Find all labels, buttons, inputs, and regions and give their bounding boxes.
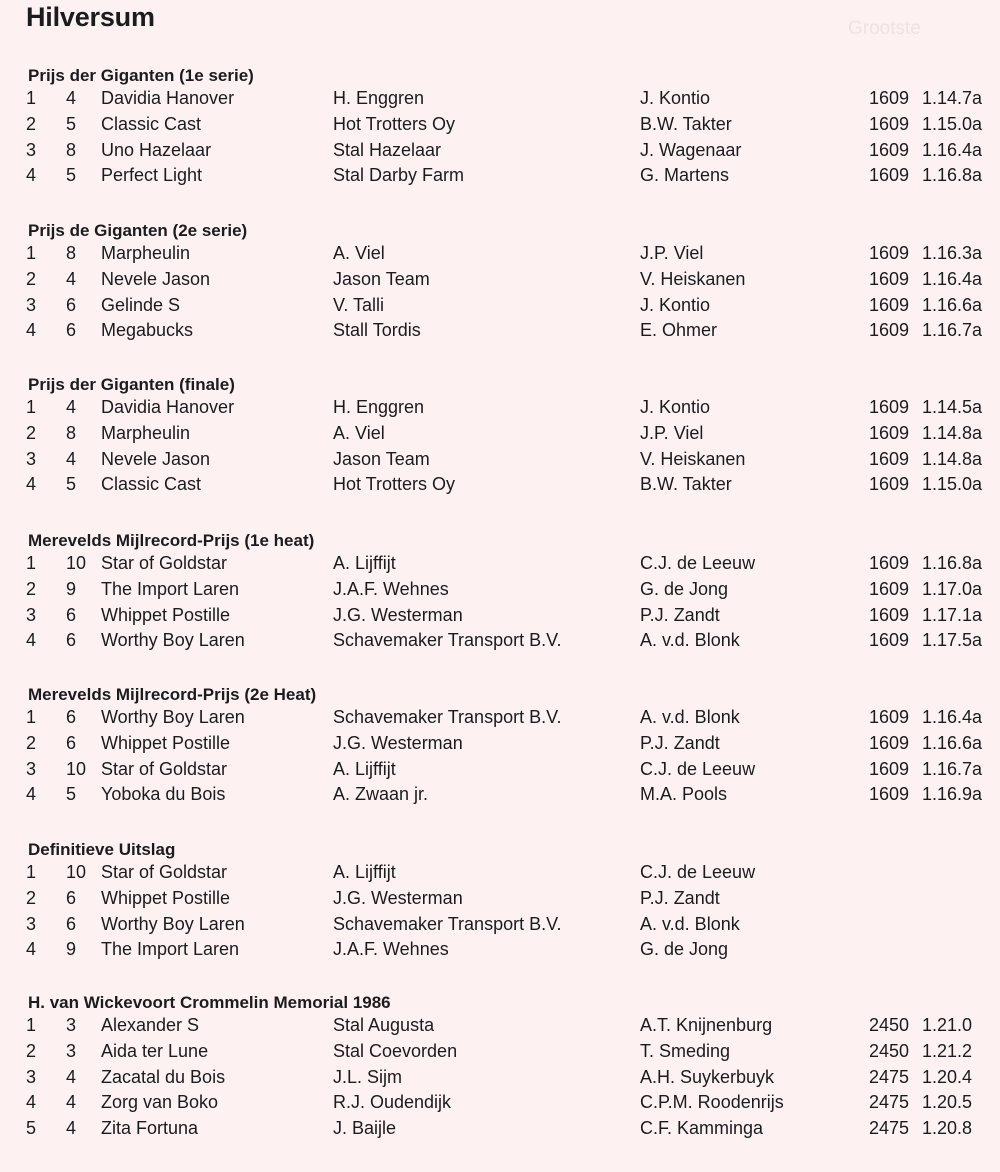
race-heading: H. van Wickevoort Crommelin Memorial 1986 [28, 993, 391, 1012]
owner-cell: Schavemaker Transport B.V. [333, 630, 562, 651]
owner-cell: A. Viel [333, 243, 385, 263]
owner-cell: A. Viel [333, 422, 385, 443]
owner-cell: J.G. Westerman [333, 732, 463, 753]
number-cell: 6 [66, 320, 77, 341]
position-cell: 2 [26, 268, 37, 289]
result-row [0, 630, 1000, 656]
distance-cell: 2475 [869, 1092, 910, 1113]
horse-name-cell: Whippet Postille [101, 604, 231, 625]
number-cell: 10 [66, 758, 87, 779]
owner-cell: Stall Tordis [333, 320, 421, 341]
results-table [0, 553, 1000, 656]
position-cell: 4 [26, 320, 37, 341]
distance-cell: 1609 [869, 165, 910, 186]
result-row [0, 423, 1000, 449]
time-cell: 1.14.7a [922, 88, 983, 108]
distance-cell: 1609 [869, 732, 910, 753]
number-cell: 9 [66, 939, 77, 960]
position-cell: 4 [26, 939, 37, 960]
number-cell: 4 [66, 397, 77, 417]
position-cell: 3 [26, 913, 37, 934]
time-cell: 1.16.6a [922, 732, 983, 753]
horse-name-cell: The Import Laren [101, 939, 240, 960]
owner-cell: Schavemaker Transport B.V. [333, 707, 562, 727]
time-cell: 1.17.0a [922, 578, 983, 599]
result-row [0, 784, 1000, 810]
horse-name-cell: Marpheulin [101, 422, 191, 443]
time-cell: 1.16.7a [922, 758, 983, 779]
owner-cell: Schavemaker Transport B.V. [333, 913, 562, 934]
distance-cell: 1609 [869, 474, 910, 495]
owner-cell: A. Zwaan jr. [333, 784, 429, 805]
results-table [0, 88, 1000, 191]
distance-cell: 1609 [869, 268, 910, 289]
driver-cell: V. Heiskanen [640, 268, 746, 289]
time-cell: 1.17.1a [922, 604, 983, 625]
result-row [0, 1041, 1000, 1067]
result-row [0, 1092, 1000, 1118]
number-cell: 5 [66, 113, 77, 134]
owner-cell: H. Enggren [333, 397, 425, 417]
result-row [0, 1067, 1000, 1093]
number-cell: 5 [66, 474, 77, 495]
result-row [0, 1015, 1000, 1041]
position-cell: 4 [26, 1092, 37, 1113]
time-cell: 1.14.8a [922, 448, 983, 469]
time-cell: 1.16.8a [922, 553, 983, 573]
result-row [0, 553, 1000, 579]
number-cell: 4 [66, 448, 77, 469]
driver-cell: V. Heiskanen [640, 448, 746, 469]
driver-cell: A. v.d. Blonk [640, 630, 740, 651]
number-cell: 6 [66, 604, 77, 625]
time-cell: 1.20.8 [922, 1118, 973, 1139]
driver-cell: C.J. de Leeuw [640, 758, 756, 779]
distance-cell: 1609 [869, 604, 910, 625]
distance-cell: 1609 [869, 758, 910, 779]
driver-cell: J. Wagenaar [640, 139, 742, 160]
owner-cell: A. Lijffijt [333, 553, 396, 573]
position-cell: 4 [26, 630, 37, 651]
driver-cell: C.F. Kamminga [640, 1118, 764, 1139]
result-row [0, 1118, 1000, 1144]
results-table [0, 1015, 1000, 1144]
result-row [0, 914, 1000, 940]
distance-cell: 2475 [869, 1066, 910, 1087]
horse-name-cell: Zita Fortuna [101, 1118, 199, 1139]
owner-cell: H. Enggren [333, 88, 425, 108]
driver-cell: B.W. Takter [640, 474, 732, 495]
result-row [0, 165, 1000, 191]
result-row [0, 605, 1000, 631]
result-row [0, 759, 1000, 785]
number-cell: 4 [66, 88, 77, 108]
time-cell: 1.16.4a [922, 139, 983, 160]
owner-cell: A. Lijffijt [333, 862, 396, 882]
owner-cell: J.A.F. Wehnes [333, 578, 449, 599]
driver-cell: J.P. Viel [640, 422, 704, 443]
number-cell: 6 [66, 732, 77, 753]
result-row [0, 579, 1000, 605]
bleed-through-text: Grootste [848, 18, 921, 39]
driver-cell: C.J. de Leeuw [640, 862, 756, 882]
horse-name-cell: Nevele Jason [101, 448, 211, 469]
result-row [0, 320, 1000, 346]
time-cell: 1.16.4a [922, 707, 983, 727]
owner-cell: J.L. Sijm [333, 1066, 403, 1087]
results-table [0, 397, 1000, 500]
number-cell: 4 [66, 268, 77, 289]
position-cell: 1 [26, 397, 37, 417]
time-cell: 1.20.4 [922, 1066, 973, 1087]
horse-name-cell: Marpheulin [101, 243, 191, 263]
time-cell: 1.20.5 [922, 1092, 973, 1113]
position-cell: 4 [26, 165, 37, 186]
time-cell: 1.16.3a [922, 243, 983, 263]
position-cell: 2 [26, 113, 37, 134]
results-table [0, 862, 1000, 965]
distance-cell: 1609 [869, 578, 910, 599]
owner-cell: J.G. Westerman [333, 604, 463, 625]
position-cell: 4 [26, 474, 37, 495]
driver-cell: G. de Jong [640, 578, 729, 599]
horse-name-cell: Whippet Postille [101, 887, 231, 908]
distance-cell: 2475 [869, 1118, 910, 1139]
race-heading: Definitieve Uitslag [28, 840, 176, 859]
time-cell: 1.16.8a [922, 165, 983, 186]
distance-cell: 1609 [869, 397, 910, 417]
owner-cell: Hot Trotters Oy [333, 113, 456, 134]
horse-name-cell: Alexander S [101, 1015, 200, 1035]
horse-name-cell: The Import Laren [101, 578, 240, 599]
driver-cell: M.A. Pools [640, 784, 728, 805]
driver-cell: J. Kontio [640, 88, 711, 108]
distance-cell: 2450 [869, 1015, 910, 1035]
number-cell: 5 [66, 165, 77, 186]
horse-name-cell: Yoboka du Bois [101, 784, 226, 805]
number-cell: 6 [66, 887, 77, 908]
owner-cell: A. Lijffijt [333, 758, 396, 779]
number-cell: 6 [66, 913, 77, 934]
horse-name-cell: Star of Goldstar [101, 862, 228, 882]
position-cell: 2 [26, 732, 37, 753]
result-row [0, 269, 1000, 295]
page-title: Hilversum [26, 2, 155, 32]
position-cell: 1 [26, 707, 37, 727]
time-cell: 1.16.6a [922, 294, 983, 315]
owner-cell: Stal Coevorden [333, 1040, 458, 1061]
horse-name-cell: Uno Hazelaar [101, 139, 212, 160]
results-table [0, 243, 1000, 346]
result-row [0, 862, 1000, 888]
distance-cell: 1609 [869, 320, 910, 341]
time-cell: 1.16.4a [922, 268, 983, 289]
driver-cell: J.P. Viel [640, 243, 704, 263]
owner-cell: R.J. Oudendijk [333, 1092, 452, 1113]
distance-cell: 1609 [869, 113, 910, 134]
number-cell: 9 [66, 578, 77, 599]
number-cell: 6 [66, 630, 77, 651]
driver-cell: G. de Jong [640, 939, 729, 960]
number-cell: 4 [66, 1118, 77, 1139]
race-heading: Prijs de Giganten (2e serie) [28, 221, 248, 240]
time-cell: 1.21.2 [922, 1040, 973, 1061]
time-cell: 1.16.9a [922, 784, 983, 805]
owner-cell: Stal Darby Farm [333, 165, 465, 186]
result-row [0, 397, 1000, 423]
driver-cell: A.T. Knijnenburg [640, 1015, 773, 1035]
driver-cell: T. Smeding [640, 1040, 731, 1061]
time-cell: 1.21.0 [922, 1015, 973, 1035]
number-cell: 3 [66, 1015, 77, 1035]
horse-name-cell: Nevele Jason [101, 268, 211, 289]
horse-name-cell: Worthy Boy Laren [101, 630, 245, 651]
driver-cell: J. Kontio [640, 397, 711, 417]
driver-cell: A. v.d. Blonk [640, 707, 740, 727]
number-cell: 10 [66, 862, 87, 882]
horse-name-cell: Worthy Boy Laren [101, 913, 245, 934]
position-cell: 1 [26, 243, 37, 263]
position-cell: 2 [26, 422, 37, 443]
position-cell: 5 [26, 1118, 37, 1139]
horse-name-cell: Worthy Boy Laren [101, 707, 245, 727]
number-cell: 4 [66, 1092, 77, 1113]
position-cell: 2 [26, 887, 37, 908]
number-cell: 3 [66, 1040, 77, 1061]
result-row [0, 939, 1000, 965]
race-heading: Prijs der Giganten (1e serie) [28, 66, 254, 85]
horse-name-cell: Whippet Postille [101, 732, 231, 753]
driver-cell: A. v.d. Blonk [640, 913, 740, 934]
horse-name-cell: Davidia Hanover [101, 88, 235, 108]
number-cell: 6 [66, 707, 77, 727]
owner-cell: J. Baijle [333, 1118, 397, 1139]
horse-name-cell: Gelinde S [101, 294, 181, 315]
position-cell: 3 [26, 139, 37, 160]
horse-name-cell: Star of Goldstar [101, 758, 228, 779]
distance-cell: 2450 [869, 1040, 910, 1061]
number-cell: 8 [66, 422, 77, 443]
position-cell: 1 [26, 88, 37, 108]
number-cell: 5 [66, 784, 77, 805]
number-cell: 8 [66, 139, 77, 160]
driver-cell: P.J. Zandt [640, 887, 720, 908]
distance-cell: 1609 [869, 88, 910, 108]
owner-cell: Jason Team [333, 268, 430, 289]
distance-cell: 1609 [869, 243, 910, 263]
position-cell: 3 [26, 294, 37, 315]
driver-cell: A.H. Suykerbuyk [640, 1066, 775, 1087]
horse-name-cell: Star of Goldstar [101, 553, 228, 573]
driver-cell: B.W. Takter [640, 113, 732, 134]
time-cell: 1.15.0a [922, 474, 983, 495]
distance-cell: 1609 [869, 630, 910, 651]
time-cell: 1.17.5a [922, 630, 983, 651]
result-row [0, 449, 1000, 475]
result-row [0, 140, 1000, 166]
driver-cell: G. Martens [640, 165, 730, 186]
position-cell: 4 [26, 784, 37, 805]
distance-cell: 1609 [869, 139, 910, 160]
position-cell: 1 [26, 862, 37, 882]
time-cell: 1.15.0a [922, 113, 983, 134]
result-row [0, 295, 1000, 321]
number-cell: 4 [66, 1066, 77, 1087]
result-row [0, 733, 1000, 759]
results-table [0, 707, 1000, 810]
time-cell: 1.14.5a [922, 397, 983, 417]
position-cell: 3 [26, 1066, 37, 1087]
position-cell: 1 [26, 1015, 37, 1035]
horse-name-cell: Megabucks [101, 320, 194, 341]
driver-cell: P.J. Zandt [640, 604, 720, 625]
owner-cell: J.G. Westerman [333, 887, 463, 908]
owner-cell: Stal Augusta [333, 1015, 435, 1035]
number-cell: 6 [66, 294, 77, 315]
position-cell: 1 [26, 553, 37, 573]
horse-name-cell: Classic Cast [101, 474, 202, 495]
horse-name-cell: Davidia Hanover [101, 397, 235, 417]
horse-name-cell: Zorg van Boko [101, 1092, 219, 1113]
distance-cell: 1609 [869, 294, 910, 315]
position-cell: 2 [26, 1040, 37, 1061]
owner-cell: V. Talli [333, 294, 385, 315]
horse-name-cell: Aida ter Lune [101, 1040, 209, 1061]
horse-name-cell: Perfect Light [101, 165, 203, 186]
driver-cell: E. Ohmer [640, 320, 718, 341]
position-cell: 2 [26, 578, 37, 599]
number-cell: 10 [66, 553, 87, 573]
result-row [0, 243, 1000, 269]
driver-cell: C.P.M. Roodenrijs [640, 1092, 784, 1113]
position-cell: 3 [26, 758, 37, 779]
time-cell: 1.14.8a [922, 422, 983, 443]
horse-name-cell: Zacatal du Bois [101, 1066, 226, 1087]
owner-cell: Hot Trotters Oy [333, 474, 456, 495]
driver-cell: J. Kontio [640, 294, 711, 315]
distance-cell: 1609 [869, 422, 910, 443]
result-row [0, 114, 1000, 140]
result-row [0, 888, 1000, 914]
race-heading: Merevelds Mijlrecord-Prijs (2e Heat) [28, 685, 317, 704]
distance-cell: 1609 [869, 707, 910, 727]
distance-cell: 1609 [869, 448, 910, 469]
owner-cell: J.A.F. Wehnes [333, 939, 449, 960]
time-cell: 1.16.7a [922, 320, 983, 341]
position-cell: 3 [26, 448, 37, 469]
result-row [0, 707, 1000, 733]
driver-cell: P.J. Zandt [640, 732, 720, 753]
race-heading: Merevelds Mijlrecord-Prijs (1e heat) [28, 531, 315, 550]
race-heading: Prijs der Giganten (finale) [28, 375, 235, 394]
distance-cell: 1609 [869, 553, 910, 573]
result-row [0, 88, 1000, 114]
result-row [0, 474, 1000, 500]
owner-cell: Jason Team [333, 448, 430, 469]
driver-cell: C.J. de Leeuw [640, 553, 756, 573]
distance-cell: 1609 [869, 784, 910, 805]
owner-cell: Stal Hazelaar [333, 139, 442, 160]
horse-name-cell: Classic Cast [101, 113, 202, 134]
position-cell: 3 [26, 604, 37, 625]
number-cell: 8 [66, 243, 77, 263]
